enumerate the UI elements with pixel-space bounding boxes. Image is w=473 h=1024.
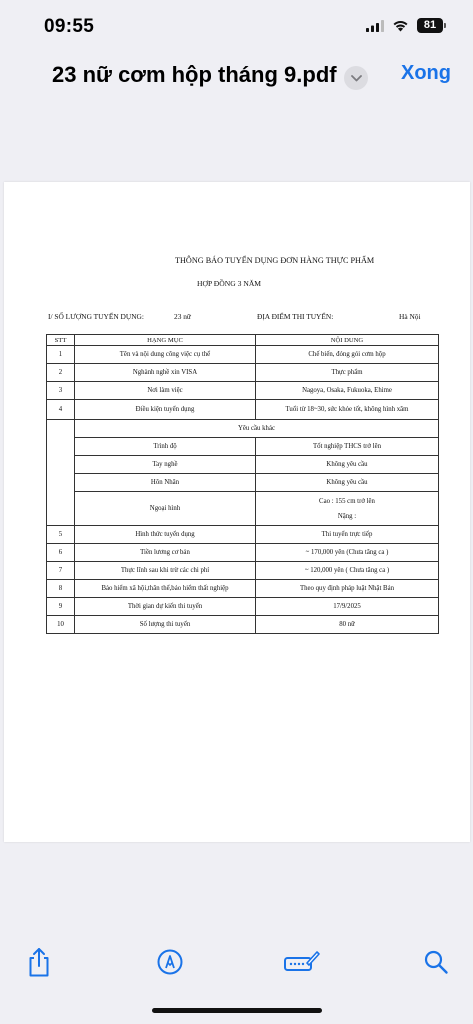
row-stt: 3 xyxy=(47,382,75,400)
row-content: 80 nữ xyxy=(256,616,439,634)
row-content: Tuổi từ 18~30, sức khỏe tốt, không hình xăm xyxy=(256,400,439,420)
row-item: Thời gian dự kiến thi tuyển xyxy=(75,598,256,616)
header-item: HẠNG MỤC xyxy=(75,335,256,346)
table-row xyxy=(47,580,439,598)
title-menu-button[interactable] xyxy=(344,66,368,90)
row-item: Ngoại hình xyxy=(75,492,256,526)
signature-icon xyxy=(283,948,321,976)
row-item: Hôn Nhân xyxy=(75,474,256,492)
battery-icon: 81 xyxy=(417,18,443,33)
row-item: Trình độ xyxy=(75,438,256,456)
row-stt: 8 xyxy=(47,580,75,598)
bottom-toolbar xyxy=(0,940,473,984)
row-item: Tên và nội dung công việc cụ thể xyxy=(75,346,256,364)
markup-button[interactable] xyxy=(150,940,190,984)
row-stt: 10 xyxy=(47,616,75,634)
row-stt: 5 xyxy=(47,526,75,544)
row-content: Tốt nghiệp THCS trở lên xyxy=(256,438,439,456)
row-content: ~ 170,000 yên (Chưa tăng ca ) xyxy=(256,544,439,562)
markup-icon xyxy=(156,948,184,976)
table-row xyxy=(47,616,439,634)
row-stt: 9 xyxy=(47,598,75,616)
row-item: Hình thức tuyển dụng xyxy=(75,526,256,544)
signature-button[interactable] xyxy=(282,940,322,984)
row-stt: 2 xyxy=(47,364,75,382)
row-stt: 7 xyxy=(47,562,75,580)
quantity-label: I/ SỐ LƯỢNG TUYỂN DỤNG: xyxy=(48,312,144,321)
done-button[interactable]: Xong xyxy=(401,62,451,84)
table-row xyxy=(47,544,439,562)
row-content xyxy=(256,492,439,526)
document-title[interactable]: 23 nữ cơm hộp tháng 9.pdf xyxy=(52,62,337,87)
row-item: Thực lĩnh sau khi trừ các chi phí xyxy=(75,562,256,580)
table-row xyxy=(47,400,439,420)
document-heading: THÔNG BÁO TUYỂN DỤNG ĐƠN HÀNG THỰC PHẨM xyxy=(175,256,375,265)
nav-bar xyxy=(0,54,473,102)
table-row xyxy=(47,420,439,438)
table-row xyxy=(47,474,439,492)
appearance-weight: Nặng : xyxy=(337,512,357,520)
chevron-down-icon xyxy=(351,75,362,82)
share-icon xyxy=(25,946,53,978)
row-content: 17/9/2025 xyxy=(256,598,439,616)
home-indicator[interactable] xyxy=(152,1008,322,1013)
status-bar xyxy=(0,0,473,54)
header-content: NỘI DUNG xyxy=(256,335,439,346)
table-row xyxy=(47,492,439,526)
table-row xyxy=(47,364,439,382)
row-item: Nghành nghề xin VISA xyxy=(75,364,256,382)
document-subheading: HỢP ĐỒNG 3 NĂM xyxy=(197,279,262,288)
table-row xyxy=(47,346,439,364)
row-content: Nagoya, Osaka, Fukuoka, Ehime xyxy=(256,382,439,400)
quantity-value: 23 nữ xyxy=(174,312,191,321)
recruitment-table xyxy=(46,334,439,634)
table-row xyxy=(47,456,439,474)
row-item: Điều kiện tuyển dụng xyxy=(75,400,256,420)
table-row xyxy=(47,382,439,400)
row-content: Thi tuyển trực tiếp xyxy=(256,526,439,544)
search-icon xyxy=(423,949,449,975)
row-content: Theo quy định pháp luật Nhật Bản xyxy=(256,580,439,598)
row-stt: 6 xyxy=(47,544,75,562)
wifi-icon xyxy=(392,19,409,32)
row-content: Chế biến, đóng gói cơm hộp xyxy=(256,346,439,364)
row-content: Không yêu cầu xyxy=(256,474,439,492)
status-time: 09:55 xyxy=(44,16,95,37)
location-value: Hà Nội xyxy=(399,312,421,321)
row-content: Không yêu cầu xyxy=(256,456,439,474)
location-label: ĐỊA ĐIỂM THI TUYỂN: xyxy=(257,312,334,321)
search-button[interactable] xyxy=(416,940,456,984)
table-row xyxy=(47,598,439,616)
row-item: Tay nghề xyxy=(75,456,256,474)
row-item: Số lượng thi tuyển xyxy=(75,616,256,634)
row-stt-empty xyxy=(47,420,75,526)
appearance-height: Cao : 155 cm trở lên xyxy=(319,497,375,505)
row-content: ~ 120,000 yên ( Chưa tăng ca ) xyxy=(256,562,439,580)
cellular-signal-icon xyxy=(366,20,384,32)
row-content: Thực phẩm xyxy=(256,364,439,382)
header-stt: STT xyxy=(47,335,75,346)
table-row xyxy=(47,438,439,456)
other-requirements-label: Yêu cầu khác xyxy=(75,420,439,438)
table-row xyxy=(47,562,439,580)
table-header-row xyxy=(47,335,439,346)
row-item: Nơi làm việc xyxy=(75,382,256,400)
status-icons xyxy=(366,18,443,33)
row-item: Bảo hiểm xã hội,thân thể,bảo hiểm thất nghiệp xyxy=(75,580,256,598)
row-stt: 1 xyxy=(47,346,75,364)
table-row xyxy=(47,526,439,544)
pdf-page[interactable] xyxy=(4,182,470,842)
row-item: Tiền lương cơ bản xyxy=(75,544,256,562)
share-button[interactable] xyxy=(19,940,59,984)
row-stt: 4 xyxy=(47,400,75,420)
